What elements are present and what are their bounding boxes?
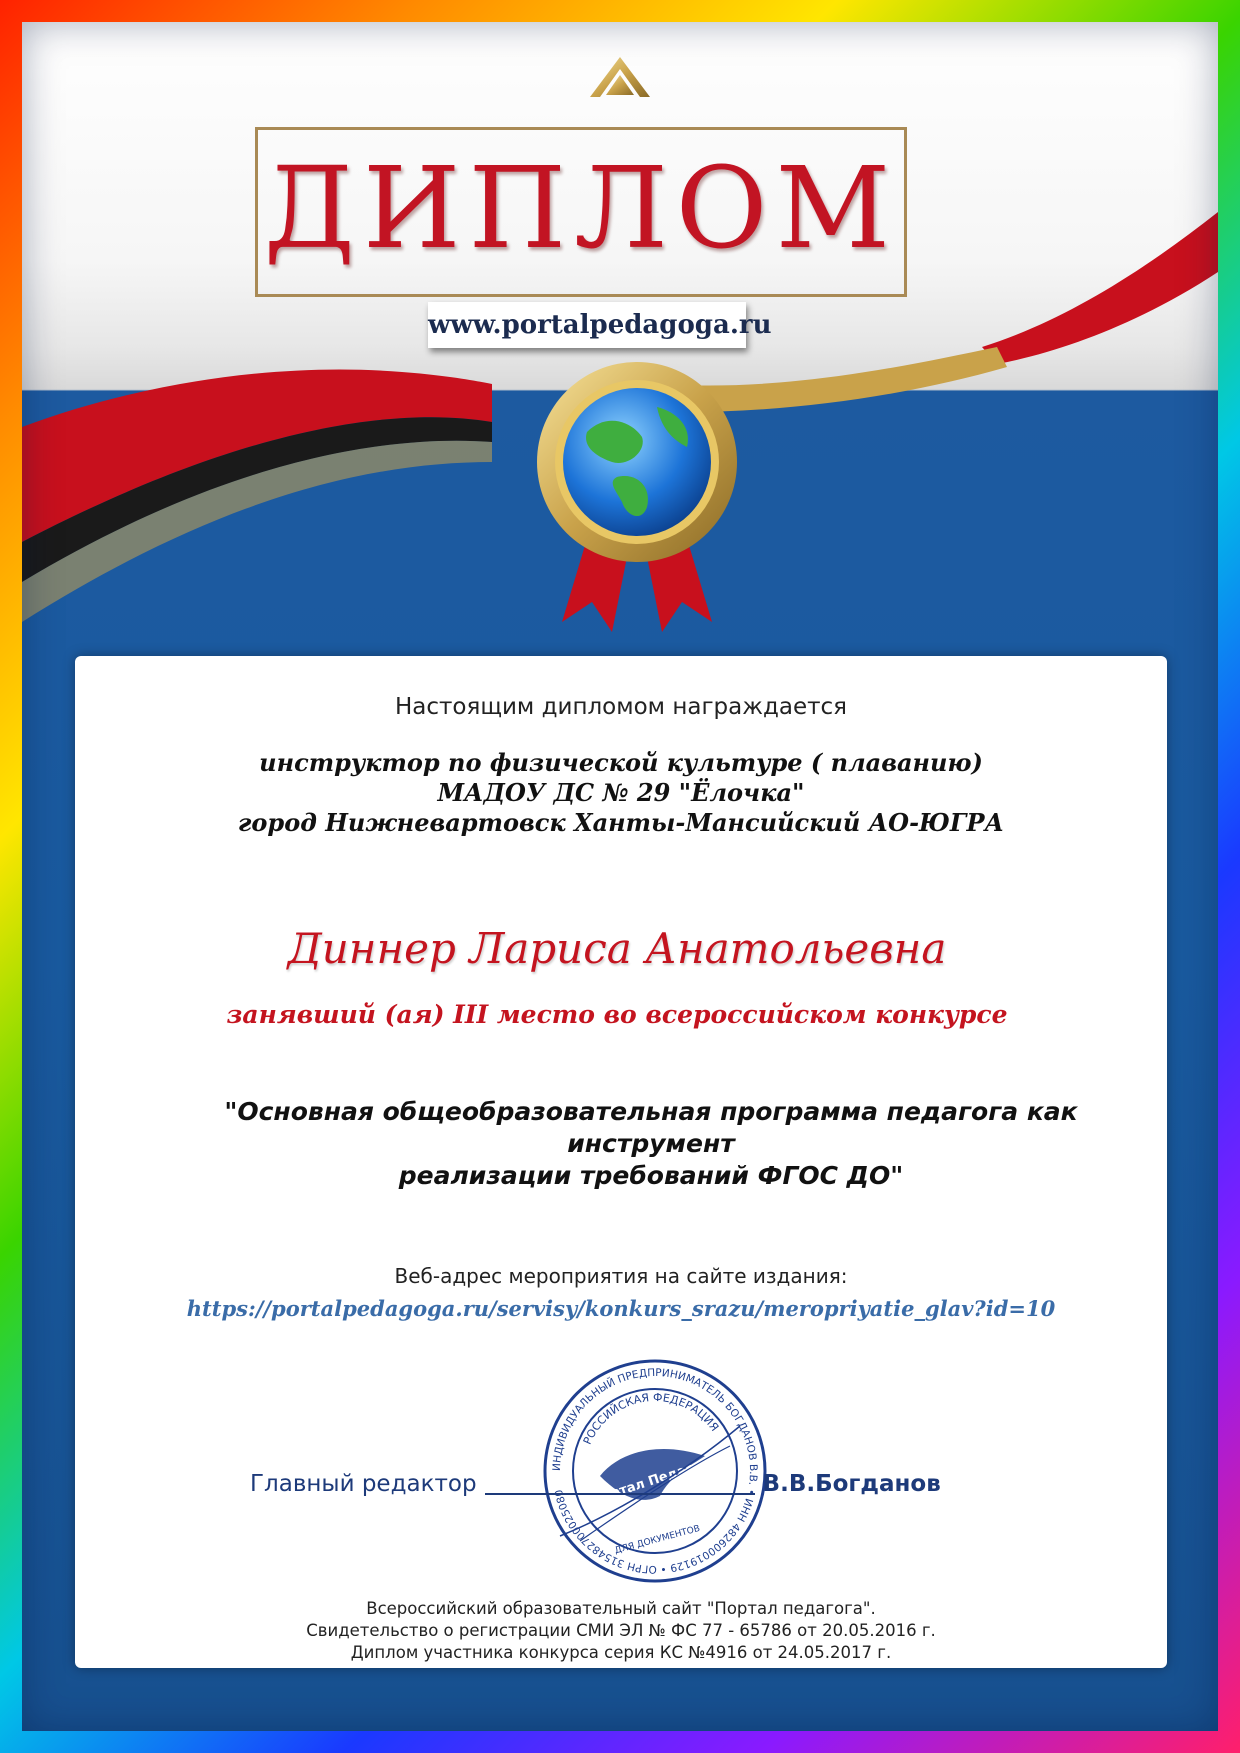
red-ribbon-right (982, 212, 1218, 364)
footer-line-1: Всероссийский образовательный сайт "Портал педагога". (366, 1599, 876, 1618)
content-panel (75, 656, 1167, 1668)
recipient-city: город Нижневартовск Ханты-Мансийский АО-ЮГРА (237, 808, 1005, 837)
stamp-ring-text: ИНДИВИДУАЛЬНЫЙ ПРЕДПРИНИМАТЕЛЬ БОГДАНОВ В.В. • ИНН 482600019129 • ОГРН 315482700025080 (550, 1366, 760, 1576)
top-ornament (590, 57, 650, 97)
footer-info (75, 1598, 1167, 1664)
stamp-center-text: Портал Педагога (589, 1453, 718, 1508)
site-address-tab: www.portalpedagoga.ru (428, 302, 746, 348)
stamp-bottom-text: ДЛЯ ДОКУМЕНТОВ (613, 1523, 702, 1557)
recipient-details (75, 748, 1167, 838)
contest-name-line1: "Основная общеобразовательная программа педагога как инструмент (224, 1097, 1078, 1158)
editor-name: В.В.Богданов (762, 1471, 941, 1497)
contest-name-line2: реализации требований ФГОС ДО" (398, 1161, 904, 1190)
event-url-link[interactable]: https://portalpedagoga.ru/servisy/konkurs_srazu/meropriyatie_glav?id=10 (186, 1296, 1056, 1321)
globe-medal (537, 362, 737, 632)
svg-text:РОССИЙСКАЯ ФЕДЕРАЦИЯ (581, 1391, 722, 1447)
title-frame (255, 127, 907, 297)
awardee-name: Диннер Лариса Анатольевна (287, 924, 947, 973)
stamp-inner-text: РОССИЙСКАЯ ФЕДЕРАЦИЯ (580, 1390, 722, 1447)
footer-line-2: Свидетельство о регистрации СМИ ЭЛ № ФС 77 - 65786 от 20.05.2016 г. (306, 1621, 936, 1640)
diploma-title: ДИПЛОМ (263, 144, 899, 274)
web-address-label: Веб-адрес мероприятия на сайте издания: (394, 1264, 848, 1288)
intro-text: Настоящим дипломом награждается (394, 694, 847, 720)
footer-line-3: Диплом участника конкурса серия КС №4916 от 24.05.2017 г. (350, 1643, 892, 1662)
contest-name (145, 1096, 1157, 1192)
signature-line (485, 1493, 755, 1495)
editor-label: Главный редактор (250, 1471, 477, 1497)
recipient-position: инструктор по физической культуре ( плаванию) (259, 748, 983, 777)
signature-row (250, 1471, 1090, 1497)
recipient-organization: МАДОУ ДС № 29 "Ёлочка" (437, 778, 805, 807)
award-place: занявший (ая) III место во всероссийском конкурсе (226, 1000, 1008, 1029)
